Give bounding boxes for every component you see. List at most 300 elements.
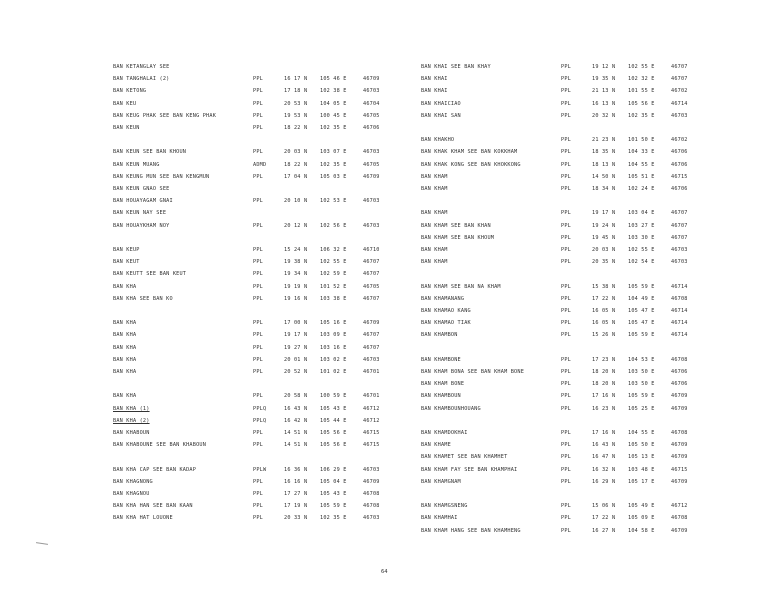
feature-type: PPL — [253, 344, 263, 351]
latitude: 19 35 N — [592, 76, 616, 83]
map-code: 46710 — [363, 247, 380, 253]
entry-name: BAN KHA SEE BAN KO — [113, 295, 173, 302]
longitude: 102 35 E — [320, 125, 347, 131]
entry-name: BAN KEUN MUANG — [113, 161, 160, 168]
entry-name: BAN KHAI SEE BAN KHAY — [421, 64, 491, 70]
longitude: 103 30 E — [628, 234, 655, 241]
longitude: 101 55 E — [628, 88, 655, 95]
map-code: 46714 — [671, 332, 688, 339]
map-code: 46707 — [363, 271, 380, 278]
map-code: 46703 — [363, 515, 380, 522]
feature-type: PPL — [253, 442, 263, 449]
feature-type: PPL — [561, 88, 571, 95]
feature-type: PPL — [561, 442, 571, 449]
feature-type: PPL — [561, 478, 571, 485]
feature-type: PPL — [253, 295, 263, 302]
entry-name: BAN KHA — [113, 356, 137, 363]
longitude: 102 59 E — [320, 271, 347, 278]
latitude: 15 06 N — [592, 503, 616, 510]
map-code: 46705 — [363, 112, 380, 119]
longitude: 102 54 E — [628, 259, 655, 266]
feature-type: PPL — [253, 393, 263, 400]
feature-type: PPL — [561, 393, 571, 400]
feature-type: PPLQ — [253, 417, 267, 424]
latitude: 21 23 N — [592, 137, 616, 144]
latitude: 15 38 N — [592, 283, 616, 290]
longitude: 104 58 E — [628, 527, 655, 534]
longitude: 102 38 E — [320, 88, 347, 95]
latitude: 14 51 N — [284, 442, 308, 449]
entry-name: BAN KHAGNOU — [113, 491, 150, 497]
feature-type: PPL — [253, 271, 263, 278]
entry-name: BAN KHA HAN SEE BAN KAAN — [113, 503, 193, 510]
map-code: 46707 — [671, 222, 688, 229]
map-code: 46714 — [671, 283, 688, 290]
feature-type: PPL — [561, 161, 571, 168]
feature-type: PPL — [253, 430, 263, 436]
latitude: 16 43 N — [592, 442, 616, 449]
map-code: 46709 — [671, 478, 688, 485]
entry-name: BAN KHAM FAY SEE BAN KHAMPHAI — [421, 466, 518, 473]
map-code: 46707 — [671, 64, 688, 70]
feature-type: PPLQ — [253, 405, 267, 412]
map-code: 46706 — [671, 149, 688, 156]
entry-name: BAN KHAM — [421, 247, 448, 253]
map-code: 46715 — [671, 466, 688, 473]
map-code: 46707 — [363, 295, 380, 302]
feature-type: PPLW — [253, 466, 267, 473]
feature-type: PPL — [561, 405, 571, 412]
longitude: 105 43 E — [320, 491, 347, 497]
longitude: 104 55 E — [628, 430, 655, 436]
feature-type: PPL — [253, 369, 263, 375]
longitude: 102 55 E — [628, 64, 655, 70]
feature-type: PPL — [253, 125, 263, 131]
longitude: 103 38 E — [320, 295, 347, 302]
latitude: 19 53 N — [284, 112, 308, 119]
map-code: 46707 — [363, 344, 380, 351]
latitude: 17 22 N — [592, 295, 616, 302]
feature-type: PPL — [253, 173, 263, 180]
latitude: 18 13 N — [592, 161, 616, 168]
longitude: 105 51 E — [628, 173, 655, 180]
longitude: 105 16 E — [320, 320, 347, 327]
feature-type: PPL — [253, 332, 263, 339]
entry-name: BAN KHA HAT LOUONE — [113, 515, 173, 522]
map-code: 46706 — [671, 381, 688, 388]
entry-name: BAN KHAMBON — [421, 332, 458, 339]
longitude: 103 07 E — [320, 149, 347, 156]
longitude: 104 49 E — [628, 295, 655, 302]
map-code: 46708 — [671, 430, 688, 436]
latitude: 19 24 N — [592, 222, 616, 229]
map-code: 46708 — [671, 295, 688, 302]
map-code: 46701 — [363, 393, 380, 400]
feature-type: PPL — [561, 283, 571, 290]
map-code: 46703 — [363, 466, 380, 473]
entry-name: BAN KEUN GNAO SEE — [113, 186, 170, 192]
latitude: 16 27 N — [592, 527, 616, 534]
latitude: 19 27 N — [284, 344, 308, 351]
longitude: 103 09 E — [320, 332, 347, 339]
longitude: 103 04 E — [628, 210, 655, 217]
entry-name: BAN KEUNG MUN SEE BAN KENGMUN — [113, 173, 210, 180]
latitude: 17 23 N — [592, 356, 616, 363]
latitude: 20 03 N — [592, 247, 616, 253]
longitude: 105 13 E — [628, 454, 655, 461]
entry-name: BAN KHAICIAO — [421, 100, 461, 107]
feature-type: PPL — [253, 247, 263, 253]
latitude: 20 58 N — [284, 393, 308, 400]
map-code: 46706 — [671, 369, 688, 375]
latitude: 20 53 N — [284, 100, 308, 107]
map-code: 46703 — [671, 247, 688, 253]
entry-name: BAN KHAGNONG — [113, 478, 153, 485]
longitude: 105 56 E — [320, 442, 347, 449]
entry-name: BAN KHA — [113, 283, 137, 290]
latitude: 18 35 N — [592, 149, 616, 156]
map-code: 46709 — [671, 393, 688, 400]
entry-name: BAN KHAK KONG SEE BAN KHOKKONG — [421, 161, 521, 168]
latitude: 18 20 N — [592, 381, 616, 388]
longitude: 105 43 E — [320, 405, 347, 412]
longitude: 102 35 E — [320, 515, 347, 522]
map-code: 46703 — [363, 88, 380, 95]
entry-name: BAN KETONG — [113, 88, 147, 95]
feature-type: PPL — [253, 198, 263, 205]
longitude: 106 29 E — [320, 466, 347, 473]
longitude: 100 59 E — [320, 393, 347, 400]
map-code: 46709 — [671, 454, 688, 461]
map-code: 46709 — [671, 405, 688, 412]
map-code: 46709 — [671, 527, 688, 534]
feature-type: PPL — [253, 149, 263, 156]
map-code: 46712 — [363, 405, 380, 412]
latitude: 20 10 N — [284, 198, 308, 205]
longitude: 105 59 E — [628, 393, 655, 400]
latitude: 19 16 N — [284, 295, 308, 302]
longitude: 105 49 E — [628, 503, 655, 510]
latitude: 17 22 N — [592, 515, 616, 522]
entry-name: BAN KEUTT SEE BAN KEUT — [113, 271, 187, 278]
entry-name: BAN KHAM — [421, 173, 448, 180]
entry-name: BAN KHAMDOKHAI — [421, 430, 468, 436]
latitude: 20 52 N — [284, 369, 308, 375]
entry-name: BAN KHA — [113, 344, 137, 351]
latitude: 16 47 N — [592, 454, 616, 461]
longitude: 105 50 E — [628, 442, 655, 449]
feature-type: PPL — [561, 259, 571, 266]
map-code: 46708 — [671, 356, 688, 363]
entry-name: BAN KHA (2) — [113, 417, 150, 424]
feature-type: PPL — [561, 503, 571, 510]
latitude: 16 23 N — [592, 405, 616, 412]
latitude: 19 12 N — [592, 64, 616, 70]
longitude: 105 44 E — [320, 417, 347, 424]
feature-type: PPL — [561, 137, 571, 144]
feature-type: PPL — [561, 234, 571, 241]
entry-name: BAN KHAI — [421, 76, 448, 83]
entry-name: BAN KHA — [113, 393, 137, 400]
longitude: 105 47 E — [628, 320, 655, 327]
feature-type: PPL — [253, 100, 263, 107]
map-code: 46714 — [671, 100, 688, 107]
entry-name: BAN KHABOUN — [113, 430, 150, 436]
longitude: 105 56 E — [628, 100, 655, 107]
longitude: 103 50 E — [628, 381, 655, 388]
longitude: 102 55 E — [628, 247, 655, 253]
entry-name: BAN KHA CAP SEE BAN KADAP — [113, 466, 197, 473]
feature-type: PPL — [561, 515, 571, 522]
entry-name: BAN KHAK KHAM SEE BAN KOKKHAM — [421, 149, 518, 156]
entry-name: BAN KHAMET SEE BAN KHAMHET — [421, 454, 508, 461]
entry-name: BAN HOUAYAGAM GNAI — [113, 198, 173, 205]
feature-type: PPL — [561, 454, 571, 461]
page-number: 64 — [381, 569, 388, 575]
entry-name: BAN KEUT — [113, 259, 140, 266]
longitude: 104 05 E — [320, 100, 347, 107]
entry-name: BAN KHA — [113, 332, 137, 339]
feature-type: PPL — [253, 491, 263, 497]
feature-type: PPL — [561, 332, 571, 339]
entry-name: BAN KHAMHAI — [421, 515, 458, 522]
feature-type: PPL — [561, 430, 571, 436]
latitude: 17 19 N — [284, 503, 308, 510]
entry-name: BAN KHAI — [421, 88, 448, 95]
entry-name: BAN KHAMBOUNHOUANG — [421, 405, 481, 412]
map-code: 46712 — [363, 417, 380, 424]
entry-name: BAN KEUG PHAK SEE BAN KENG PHAK — [113, 112, 217, 119]
latitude: 20 32 N — [592, 112, 616, 119]
latitude: 16 43 N — [284, 405, 308, 412]
latitude: 19 34 N — [284, 271, 308, 278]
longitude: 103 02 E — [320, 356, 347, 363]
map-code: 46709 — [363, 478, 380, 485]
longitude: 105 59 E — [320, 503, 347, 510]
entry-name: BAN KHAMBONE — [421, 356, 461, 363]
entry-name: BAN KEUN NAY SEE — [113, 210, 167, 217]
entry-name: BAN KHABOUNE SEE BAN KHABOUN — [113, 442, 207, 449]
latitude: 16 13 N — [592, 100, 616, 107]
longitude: 105 03 E — [320, 173, 347, 180]
map-code: 46708 — [363, 503, 380, 510]
entry-name: BAN KHAME — [421, 442, 451, 449]
longitude: 102 32 E — [628, 76, 655, 83]
map-code: 46709 — [671, 442, 688, 449]
longitude: 106 32 E — [320, 247, 347, 253]
entry-name: BAN KHAM SEE BAN KHAN — [421, 222, 491, 229]
feature-type: PPL — [561, 173, 571, 180]
entry-name: BAN KHAMAO KANG — [421, 308, 471, 314]
feature-type: PPL — [561, 356, 571, 363]
latitude: 17 04 N — [284, 173, 308, 180]
latitude: 17 27 N — [284, 491, 308, 497]
map-code: 46703 — [671, 112, 688, 119]
map-code: 46701 — [363, 369, 380, 375]
latitude: 15 24 N — [284, 247, 308, 253]
entry-name: BAN TANGHALAI (2) — [113, 76, 170, 83]
longitude: 105 25 E — [628, 405, 655, 412]
entry-name: BAN KHAM SEE BAN KHOUM — [421, 234, 495, 241]
latitude: 21 13 N — [592, 88, 616, 95]
latitude: 20 33 N — [284, 515, 308, 522]
map-code: 46703 — [363, 149, 380, 156]
entry-name: BAN KHA — [113, 369, 137, 375]
longitude: 103 48 E — [628, 466, 655, 473]
entry-name: BAN KHAMBOUN — [421, 393, 461, 400]
map-code: 46712 — [671, 503, 688, 510]
longitude: 101 52 E — [320, 283, 347, 290]
map-code: 46705 — [363, 161, 380, 168]
map-code: 46715 — [363, 442, 380, 449]
latitude: 17 16 N — [592, 393, 616, 400]
feature-type: PPL — [253, 503, 263, 510]
feature-type: PPL — [561, 64, 571, 70]
feature-type: PPL — [561, 76, 571, 83]
longitude: 105 59 E — [628, 332, 655, 339]
latitude: 14 51 N — [284, 430, 308, 436]
latitude: 16 36 N — [284, 466, 308, 473]
map-code: 46715 — [671, 173, 688, 180]
latitude: 19 17 N — [284, 332, 308, 339]
map-code: 46703 — [363, 198, 380, 205]
feature-type: PPL — [561, 308, 571, 314]
feature-type: PPL — [561, 247, 571, 253]
feature-type: PPL — [561, 369, 571, 375]
longitude: 102 35 E — [628, 112, 655, 119]
longitude: 105 09 E — [628, 515, 655, 522]
entry-name: BAN KHAM — [421, 259, 448, 266]
latitude: 19 17 N — [592, 210, 616, 217]
map-code: 46702 — [671, 137, 688, 144]
feature-type: PPL — [253, 515, 263, 522]
latitude: 20 12 N — [284, 222, 308, 229]
longitude: 103 27 E — [628, 222, 655, 229]
map-code: 46703 — [671, 259, 688, 266]
map-code: 46706 — [671, 161, 688, 168]
longitude: 103 16 E — [320, 344, 347, 351]
map-code: 46708 — [363, 491, 380, 497]
map-code: 46706 — [363, 125, 380, 131]
map-code: 46708 — [671, 515, 688, 522]
feature-type: PPL — [253, 356, 263, 363]
feature-type: PPL — [253, 259, 263, 266]
feature-type: PPL — [561, 527, 571, 534]
entry-name: BAN KHAM — [421, 210, 448, 217]
feature-type: ADMD — [253, 161, 267, 168]
entry-name: BAN KHAM BONA SEE BAN KHAM BONE — [421, 369, 525, 375]
latitude: 20 03 N — [284, 149, 308, 156]
entry-name: BAN HOUAYKHAM NOY — [113, 222, 170, 229]
longitude: 103 50 E — [628, 369, 655, 375]
longitude: 105 46 E — [320, 76, 347, 83]
longitude: 101 02 E — [320, 369, 347, 375]
latitude: 15 26 N — [592, 332, 616, 339]
entry-name: BAN KETANGLAY SEE — [113, 64, 170, 70]
feature-type: PPL — [253, 478, 263, 485]
longitude: 102 56 E — [320, 222, 347, 229]
longitude: 105 56 E — [320, 430, 347, 436]
map-code: 46705 — [363, 283, 380, 290]
feature-type: PPL — [561, 381, 571, 388]
map-code: 46714 — [671, 308, 688, 314]
map-code: 46707 — [671, 234, 688, 241]
feature-type: PPL — [561, 210, 571, 217]
feature-type: PPL — [253, 88, 263, 95]
latitude: 16 17 N — [284, 76, 308, 83]
map-code: 46709 — [363, 320, 380, 327]
entry-name: BAN KEU — [113, 100, 137, 107]
latitude: 19 38 N — [284, 259, 308, 266]
entry-name: BAN KEUN — [113, 125, 140, 131]
latitude: 16 42 N — [284, 417, 308, 424]
latitude: 17 00 N — [284, 320, 308, 327]
entry-name: BAN KHA — [113, 320, 137, 327]
entry-name: BAN KHAMANANG — [421, 295, 465, 302]
longitude: 102 53 E — [320, 198, 347, 205]
feature-type: PPL — [561, 186, 571, 192]
map-code: 46709 — [363, 173, 380, 180]
entry-name: BAN KHAMGSNENG — [421, 503, 468, 510]
entry-name: BAN KHA (1) — [113, 405, 150, 412]
longitude: 104 33 E — [628, 149, 655, 156]
latitude: 18 22 N — [284, 125, 308, 131]
latitude: 19 19 N — [284, 283, 308, 290]
longitude: 105 17 E — [628, 478, 655, 485]
latitude: 20 35 N — [592, 259, 616, 266]
map-code: 46702 — [671, 88, 688, 95]
entry-name: BAN KHAKHO — [421, 137, 455, 144]
map-code: 46709 — [363, 76, 380, 83]
latitude: 14 50 N — [592, 173, 616, 180]
latitude: 16 32 N — [592, 466, 616, 473]
feature-type: PPL — [561, 295, 571, 302]
entry-name: BAN KHAM SEE BAN NA KHAM — [421, 283, 501, 290]
latitude: 20 01 N — [284, 356, 308, 363]
latitude: 18 22 N — [284, 161, 308, 168]
entry-name: BAN KHAI SAN — [421, 112, 461, 119]
latitude: 16 05 N — [592, 308, 616, 314]
latitude: 17 18 N — [284, 88, 308, 95]
entry-name: BAN KHAM HANG SEE BAN KHAMHENG — [421, 527, 521, 534]
feature-type: PPL — [253, 112, 263, 119]
feature-type: PPL — [561, 149, 571, 156]
entry-name: BAN KEUN SEE BAN KHOUN — [113, 149, 187, 156]
map-code: 46714 — [671, 320, 688, 327]
map-code: 46703 — [363, 222, 380, 229]
feature-type: PPL — [561, 112, 571, 119]
longitude: 104 53 E — [628, 356, 655, 363]
feature-type: PPL — [253, 283, 263, 290]
latitude: 16 05 N — [592, 320, 616, 327]
feature-type: PPL — [253, 222, 263, 229]
longitude: 100 45 E — [320, 112, 347, 119]
feature-type: PPL — [253, 76, 263, 83]
latitude: 16 29 N — [592, 478, 616, 485]
longitude: 104 55 E — [628, 161, 655, 168]
latitude: 18 34 N — [592, 186, 616, 192]
longitude: 105 47 E — [628, 308, 655, 314]
entry-name: BAN KHAM — [421, 186, 448, 192]
scan-mark — [36, 542, 48, 545]
latitude: 19 45 N — [592, 234, 616, 241]
longitude: 101 50 E — [628, 137, 655, 144]
feature-type: PPL — [561, 320, 571, 327]
map-code: 46707 — [671, 210, 688, 217]
feature-type: PPL — [561, 466, 571, 473]
latitude: 17 16 N — [592, 430, 616, 436]
map-code: 46703 — [363, 356, 380, 363]
